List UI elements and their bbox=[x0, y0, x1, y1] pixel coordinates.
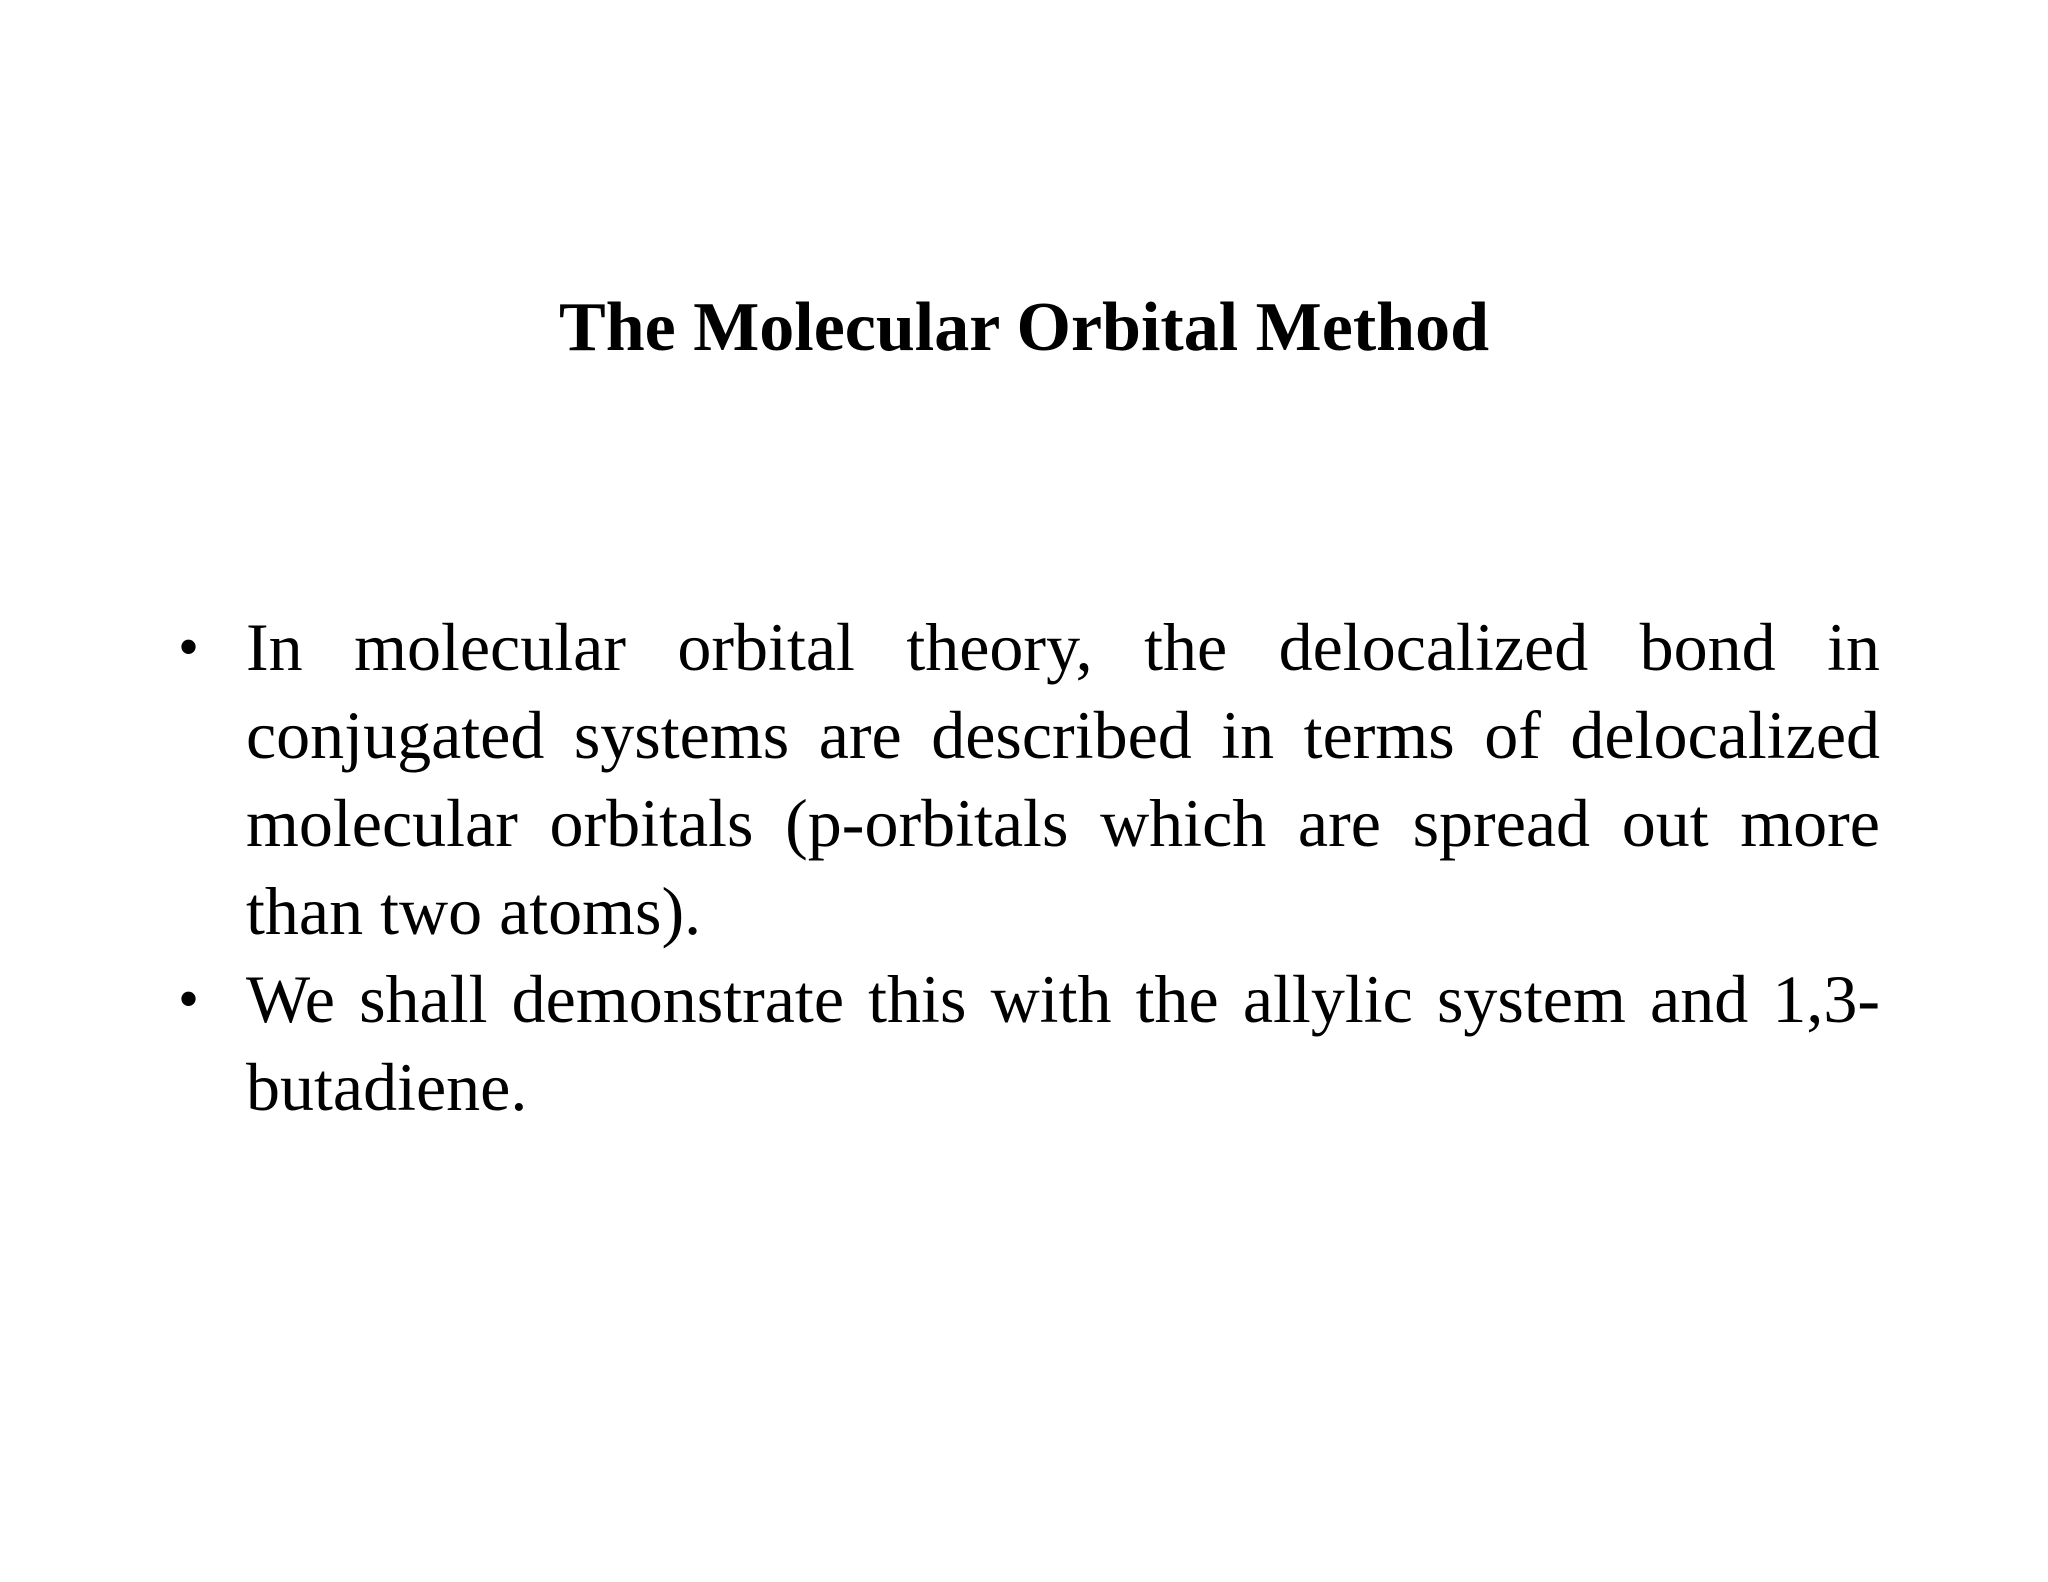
bullet-list bbox=[170, 603, 1880, 1131]
bullet-text: In molecular orbital theory, the delocalized bond in conjugated systems are described in terms of delocalized molecular orbitals (p-orbitals which are spread out more than two atoms). bbox=[246, 609, 1880, 949]
bullet-item bbox=[170, 955, 1880, 1131]
bullet-icon: • bbox=[178, 966, 200, 1032]
bullet-icon: • bbox=[178, 614, 200, 680]
bullet-text: We shall demonstrate this with the allylic system and 1,3-butadiene. bbox=[246, 961, 1880, 1125]
slide-title: The Molecular Orbital Method bbox=[559, 289, 1489, 366]
bullet-item bbox=[170, 603, 1880, 955]
